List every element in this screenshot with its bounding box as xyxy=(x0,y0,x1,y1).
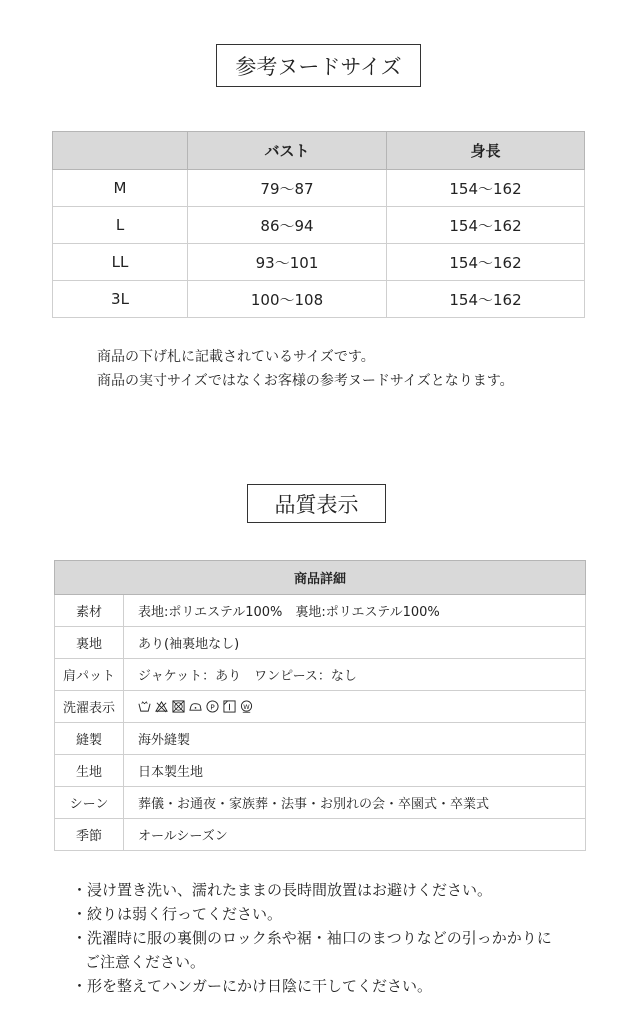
row-label: 裏地 xyxy=(55,627,124,659)
table-header: 商品詳細 xyxy=(55,561,586,595)
table-cell: 154〜162 xyxy=(387,281,585,318)
hand-wash-icon xyxy=(138,700,151,713)
bullet-item-continuation: ご注意ください。 xyxy=(85,953,206,971)
care-icons-cell xyxy=(124,691,586,723)
table-row xyxy=(55,723,586,755)
row-value: 表地:ポリエステル100% 裏地:ポリエステル100% xyxy=(124,595,586,627)
table-cell: 154〜162 xyxy=(387,244,585,281)
no-tumble-dry-icon xyxy=(172,700,185,713)
iron-low-icon xyxy=(189,700,202,713)
size-notes xyxy=(97,345,514,393)
detail-table xyxy=(54,560,586,851)
bullet-item: ・浸け置き洗い、濡れたままの長時間放置はお避けください。 xyxy=(72,881,493,899)
size-table xyxy=(52,131,585,318)
quality-section-title: 品質表示 xyxy=(247,484,386,523)
row-label: 洗濯表示 xyxy=(55,691,124,723)
row-value: 海外縫製 xyxy=(124,723,586,755)
table-cell: 93〜101 xyxy=(188,244,387,281)
table-row xyxy=(55,691,586,723)
table-row xyxy=(53,281,585,318)
table-header-row xyxy=(53,132,585,170)
table-row xyxy=(53,170,585,207)
svg-text:P: P xyxy=(210,702,215,712)
table-cell: M xyxy=(53,170,188,207)
table-header-row xyxy=(55,561,586,595)
table-header: 身長 xyxy=(387,132,585,170)
table-cell: 3L xyxy=(53,281,188,318)
row-value: ジャケット：あり ワンピース：なし xyxy=(124,659,586,691)
row-value: 葬儀・お通夜・家族葬・法事・お別れの会・卒園式・卒業式 xyxy=(124,787,586,819)
row-value: 日本製生地 xyxy=(124,755,586,787)
row-label: 生地 xyxy=(55,755,124,787)
row-label: 肩パット xyxy=(55,659,124,691)
bullet-item: ・絞りは弱く行ってください。 xyxy=(72,905,283,923)
table-cell: L xyxy=(53,207,188,244)
table-row xyxy=(55,819,586,851)
table-row xyxy=(55,595,586,627)
no-bleach-icon xyxy=(155,700,168,713)
row-value: オールシーズン xyxy=(124,819,586,851)
note-line: 商品の下げ札に記載されているサイズです。 xyxy=(97,349,375,365)
bullet-item: ・形を整えてハンガーにかけ日陰に干してください。 xyxy=(72,977,433,995)
table-row xyxy=(55,627,586,659)
wet-clean-icon xyxy=(240,700,253,713)
bullet-item: ・洗濯時に服の裏側のロック糸や裾・袖口のまつりなどの引っかかりに xyxy=(72,929,552,947)
table-row xyxy=(55,787,586,819)
size-section-title: 参考ヌードサイズ xyxy=(216,44,421,87)
row-label: 縫製 xyxy=(55,723,124,755)
table-header: バスト xyxy=(188,132,387,170)
care-instructions xyxy=(72,878,552,998)
table-row xyxy=(53,207,585,244)
row-label: 季節 xyxy=(55,819,124,851)
care-icons xyxy=(138,700,253,713)
table-header xyxy=(53,132,188,170)
table-row xyxy=(55,659,586,691)
dry-clean-p-icon xyxy=(206,700,219,713)
line-dry-shade-icon xyxy=(223,700,236,713)
note-line: 商品の実寸サイズではなくお客様の参考ヌードサイズとなります。 xyxy=(97,373,514,389)
row-label: 素材 xyxy=(55,595,124,627)
table-row xyxy=(53,244,585,281)
row-label: シーン xyxy=(55,787,124,819)
table-cell: LL xyxy=(53,244,188,281)
row-value: あり(袖裏地なし) xyxy=(124,627,586,659)
table-cell: 154〜162 xyxy=(387,170,585,207)
table-cell: 154〜162 xyxy=(387,207,585,244)
table-cell: 86〜94 xyxy=(188,207,387,244)
table-row xyxy=(55,755,586,787)
table-cell: 100〜108 xyxy=(188,281,387,318)
svg-text:W: W xyxy=(243,702,250,711)
table-cell: 79〜87 xyxy=(188,170,387,207)
